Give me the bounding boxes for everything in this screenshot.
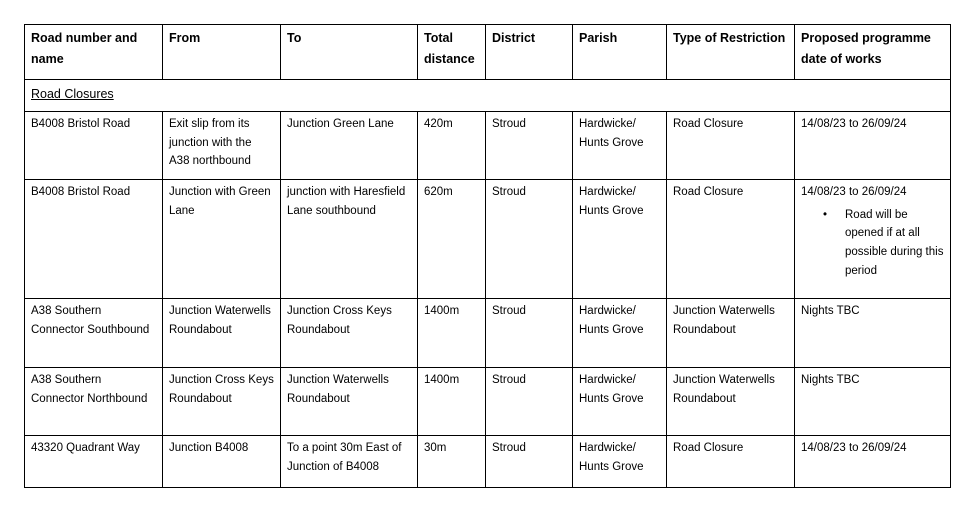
cell-from: Junction Waterwells Roundabout bbox=[163, 299, 281, 368]
cell-distance: 420m bbox=[418, 112, 486, 180]
cell-to: junction with Haresfield Lane southbound bbox=[281, 180, 418, 299]
cell-to: Junction Green Lane bbox=[281, 112, 418, 180]
cell-road: B4008 Bristol Road bbox=[25, 112, 163, 180]
cell-road: B4008 Bristol Road bbox=[25, 180, 163, 299]
header-restriction: Type of Restriction bbox=[667, 25, 795, 80]
note-text: Road will be opened if at all possible during this period bbox=[845, 208, 944, 277]
cell-parish: Hardwicke/ Hunts Grove bbox=[573, 436, 667, 488]
cell-to: To a point 30m East of Junction of B4008 bbox=[281, 436, 418, 488]
cell-from: Junction Cross Keys Roundabout bbox=[163, 368, 281, 436]
cell-to: Junction Cross Keys Roundabout bbox=[281, 299, 418, 368]
cell-district: Stroud bbox=[486, 299, 573, 368]
cell-to: Junction Waterwells Roundabout bbox=[281, 368, 418, 436]
header-row bbox=[25, 25, 951, 80]
cell-district: Stroud bbox=[486, 368, 573, 436]
table-row bbox=[25, 436, 951, 488]
bullet-icon: • bbox=[823, 208, 828, 221]
cell-restriction: Road Closure bbox=[667, 112, 795, 180]
section-title: Road Closures bbox=[31, 87, 114, 101]
header-district: District bbox=[486, 25, 573, 80]
header-to: To bbox=[281, 25, 418, 80]
cell-distance: 1400m bbox=[418, 299, 486, 368]
cell-distance: 30m bbox=[418, 436, 486, 488]
header-parish: Parish bbox=[573, 25, 667, 80]
cell-parish: Hardwicke/ Hunts Grove bbox=[573, 180, 667, 299]
cell-restriction: Junction Waterwells Roundabout bbox=[667, 299, 795, 368]
cell-district: Stroud bbox=[486, 112, 573, 180]
cell-parish: Hardwicke/ Hunts Grove bbox=[573, 368, 667, 436]
table-row bbox=[25, 299, 951, 368]
cell-restriction: Junction Waterwells Roundabout bbox=[667, 368, 795, 436]
cell-district: Stroud bbox=[486, 180, 573, 299]
header-dates: Proposed programme date of works bbox=[795, 25, 951, 80]
header-road: Road number and name bbox=[25, 25, 163, 80]
cell-dates: Nights TBC bbox=[795, 368, 951, 436]
cell-dates: 14/08/23 to 26/09/24 bbox=[795, 112, 951, 180]
cell-from: Junction with Green Lane bbox=[163, 180, 281, 299]
dates-text: 14/08/23 to 26/09/24 bbox=[801, 186, 907, 198]
cell-parish: Hardwicke/ Hunts Grove bbox=[573, 299, 667, 368]
table-row bbox=[25, 112, 951, 180]
cell-distance: 1400m bbox=[418, 368, 486, 436]
header-from: From bbox=[163, 25, 281, 80]
cell-restriction: Road Closure bbox=[667, 180, 795, 299]
table-row bbox=[25, 180, 951, 299]
note-item bbox=[823, 206, 944, 281]
cell-road: A38 Southern Connector Southbound bbox=[25, 299, 163, 368]
table-row bbox=[25, 368, 951, 436]
cell-dates: Nights TBC bbox=[795, 299, 951, 368]
cell-road: 43320 Quadrant Way bbox=[25, 436, 163, 488]
cell-from: Junction B4008 bbox=[163, 436, 281, 488]
cell-road: A38 Southern Connector Northbound bbox=[25, 368, 163, 436]
cell-distance: 620m bbox=[418, 180, 486, 299]
cell-from: Exit slip from its junction with the A38 northbound bbox=[163, 112, 281, 180]
notes-list bbox=[801, 206, 944, 281]
section-row bbox=[25, 80, 951, 112]
cell-district: Stroud bbox=[486, 436, 573, 488]
road-closures-table bbox=[24, 24, 951, 488]
header-distance: Total distance bbox=[418, 25, 486, 80]
section-cell bbox=[25, 80, 951, 112]
cell-dates bbox=[795, 180, 951, 299]
cell-parish: Hardwicke/ Hunts Grove bbox=[573, 112, 667, 180]
cell-restriction: Road Closure bbox=[667, 436, 795, 488]
cell-dates: 14/08/23 to 26/09/24 bbox=[795, 436, 951, 488]
